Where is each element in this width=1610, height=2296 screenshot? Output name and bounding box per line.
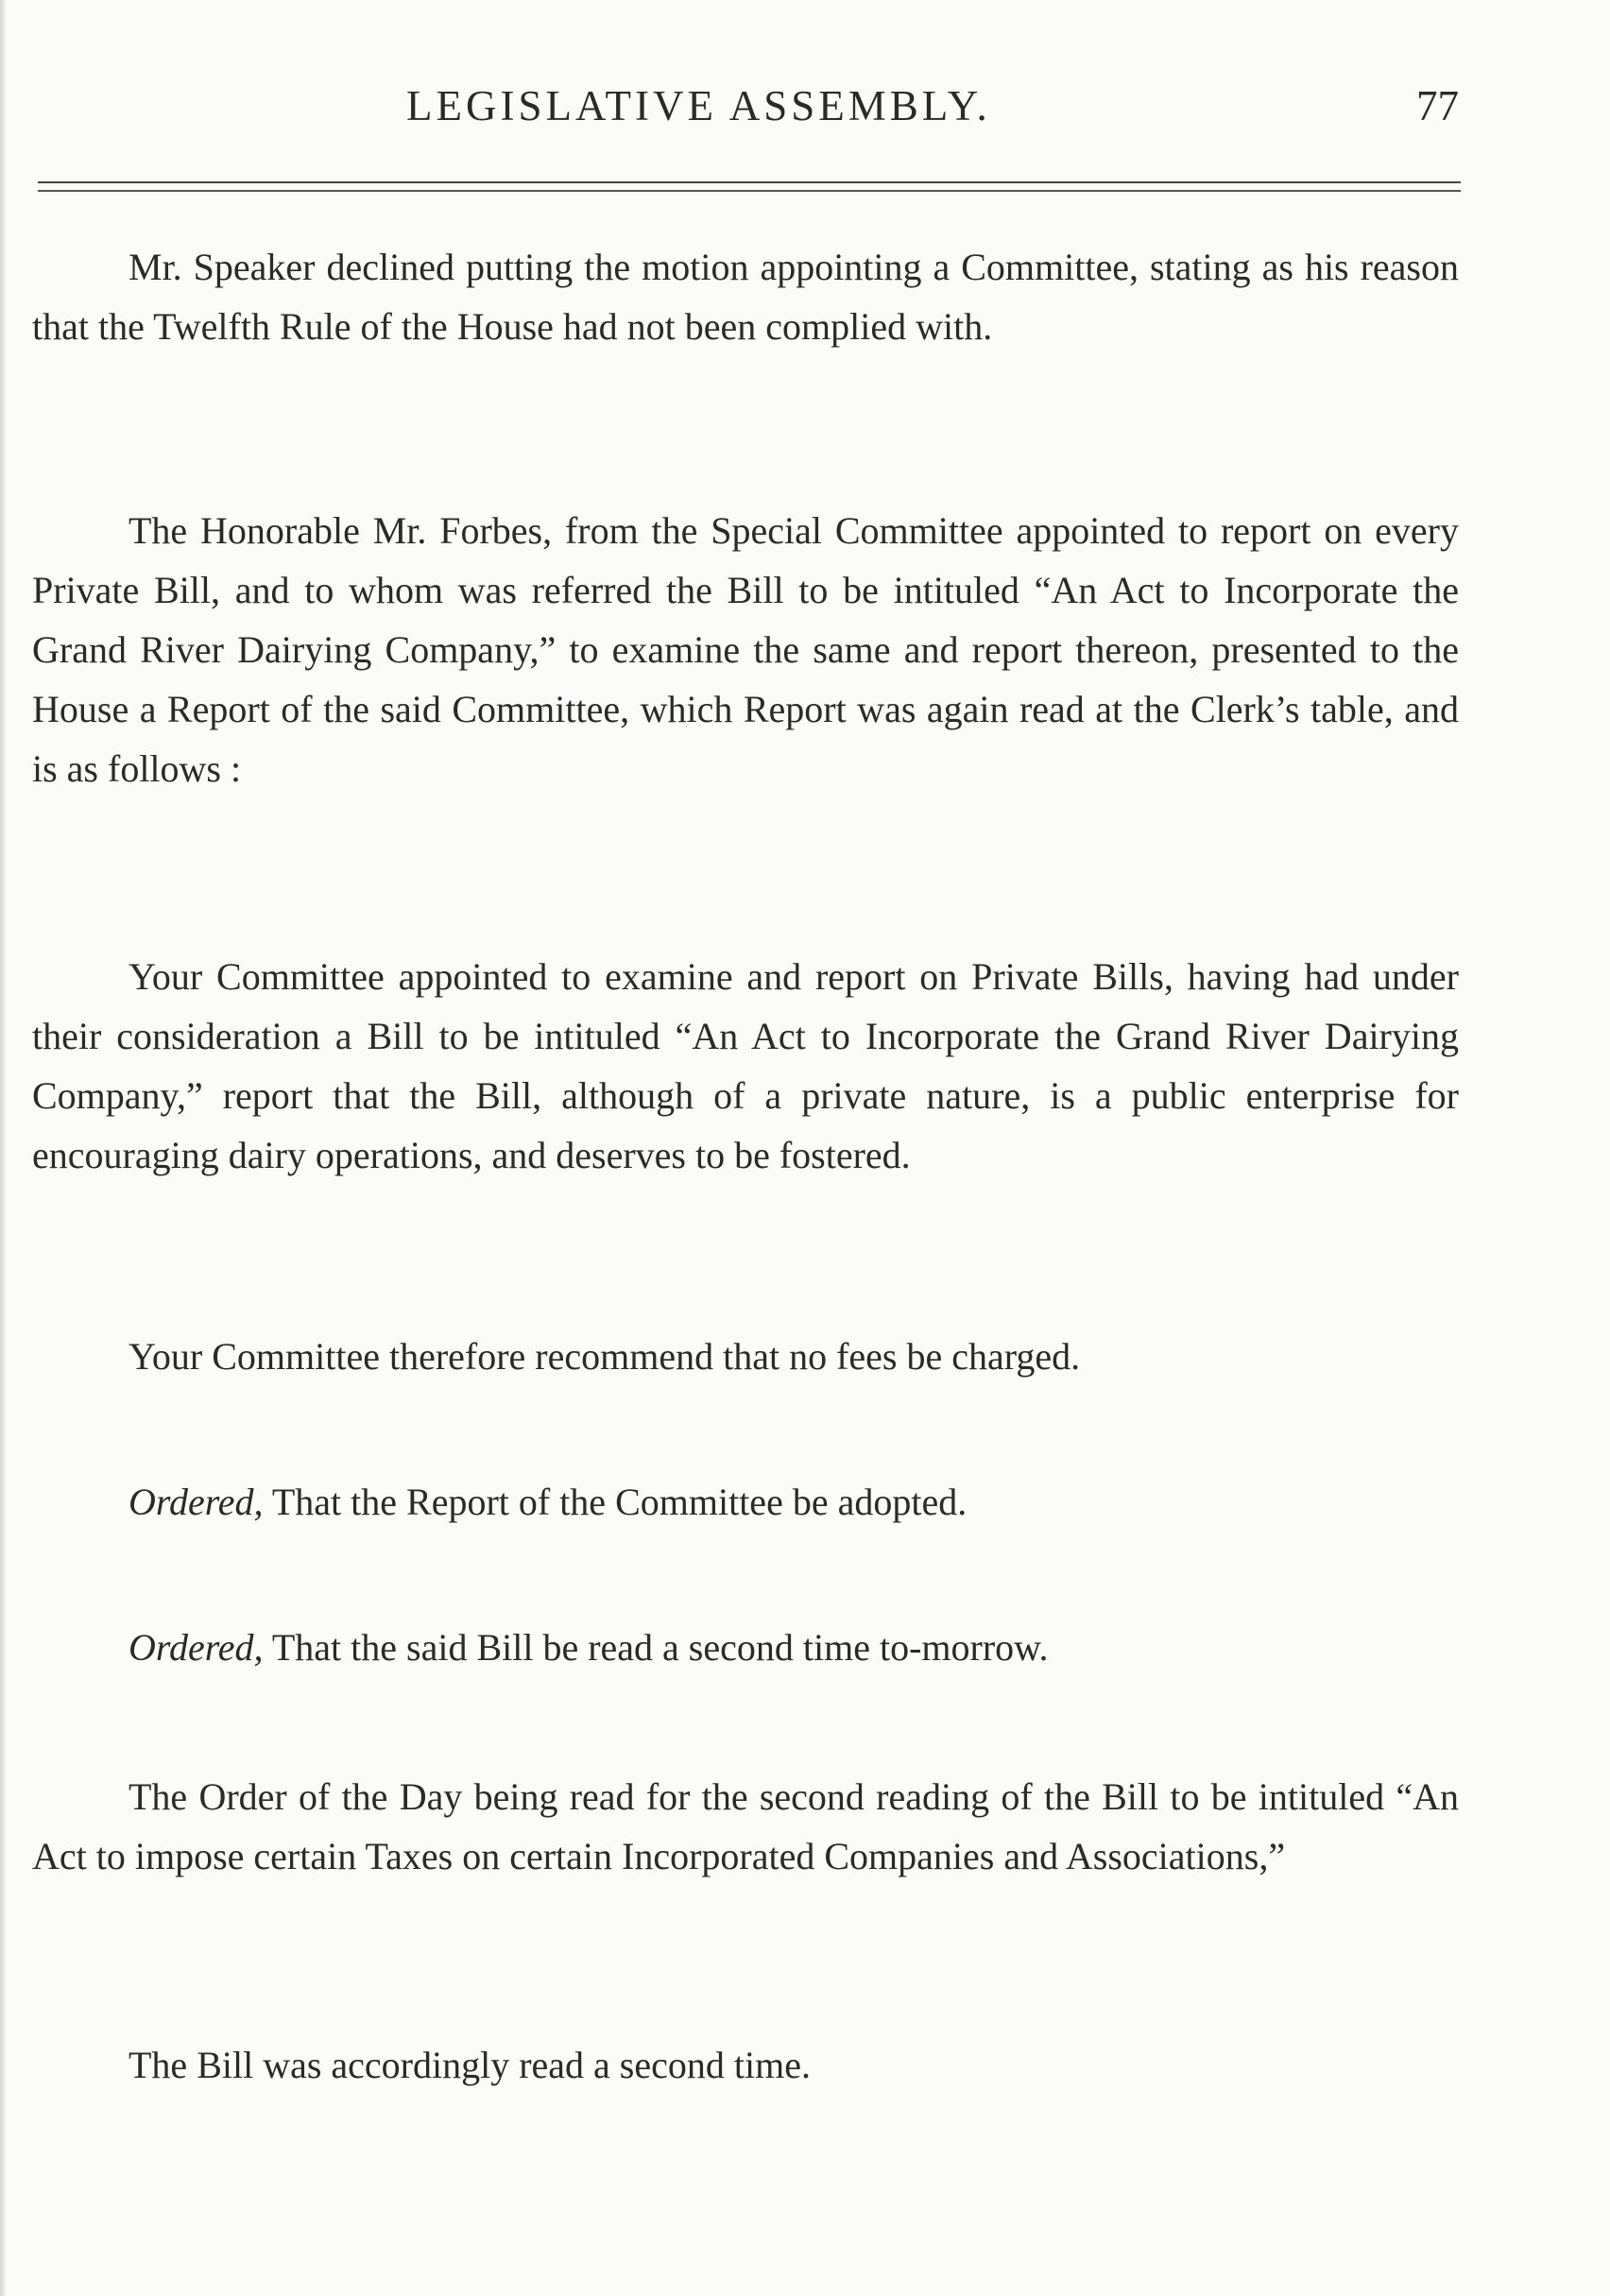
paragraph-no-fees: Your Committee therefore recommend that no fees be charged. (128, 1335, 1081, 1378)
ordered-text: That the Report of the Committee be adopted. (263, 1481, 968, 1523)
ordered-text: That the said Bill be read a second time to-morrow. (263, 1626, 1049, 1669)
page-edge-shadow (0, 0, 6, 2296)
paragraph-ordered-adopted (32, 1472, 1459, 1532)
running-head: LEGISLATIVE ASSEMBLY. (406, 82, 991, 129)
paragraph-speaker-declined: Mr. Speaker declined putting the motion appointing a Committee, stating as his reason that the Twelfth Rule of the House had not been complied with. (32, 246, 1459, 348)
header-rule-top (38, 181, 1461, 183)
paragraph-ordered-second-reading (32, 1618, 1459, 1677)
ordered-label: Ordered, (128, 1626, 264, 1669)
paragraph-order-of-day: The Order of the Day being read for the second reading of the Bill to be intituled “An Act to impose certain Taxes on certain Incorporated Companies and Associations,” (32, 1775, 1459, 1877)
ordered-label: Ordered, (128, 1481, 264, 1523)
page-header (0, 77, 1610, 134)
paragraph-committee-report-text: Your Committee appointed to examine and report on Private Bills, having had under their consideration a Bill to be intituled “An Act to Incorporate the Grand River Dairying Company,” report that the Bill, although of a private nature, is a public enterprise for encouraging dairy operations, and deserves to be fostered. (32, 955, 1459, 1176)
header-rule-bottom (38, 190, 1461, 192)
paragraph-committee-report-presented: The Honorable Mr. Forbes, from the Special Committee appointed to report on every Private Bill, and to whom was referred the Bill to be intituled “An Act to Incorporate the Grand River Dairying Company,” to examine the same and report thereon, presented to the House a Report of the said Committee, which Report was again read at the Clerk’s table, and is as follows : (32, 509, 1459, 790)
page-number: 77 (1416, 82, 1459, 129)
paragraph-bill-read-second-time: The Bill was accordingly read a second time. (128, 2044, 811, 2086)
